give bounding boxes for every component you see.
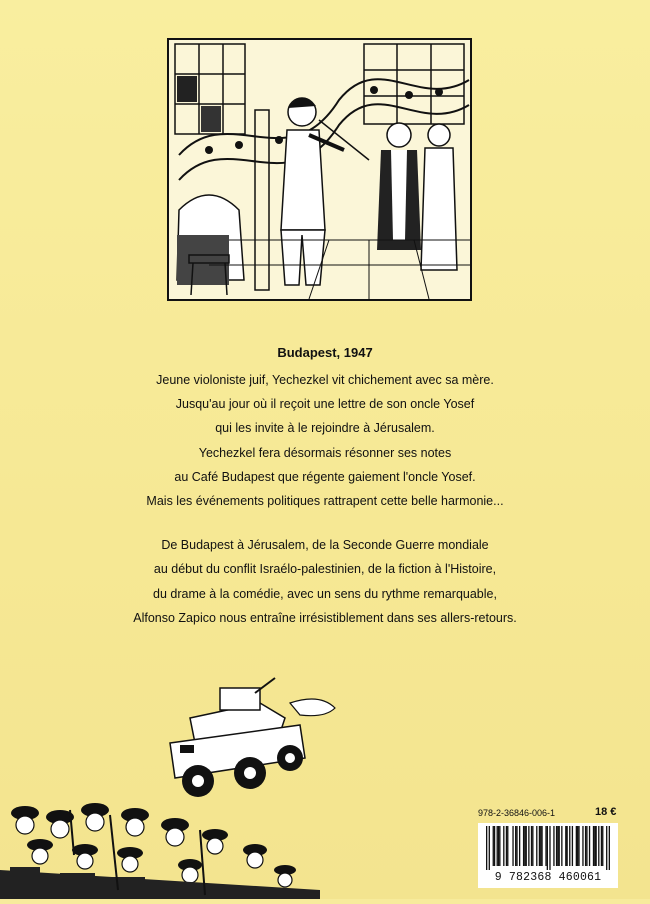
barcode-bar bbox=[512, 826, 513, 866]
barcode-bar bbox=[519, 826, 520, 866]
blurb-title: Budapest, 1947 bbox=[277, 345, 373, 360]
barcode-bar bbox=[523, 826, 524, 866]
barcode-bar bbox=[526, 826, 527, 866]
barcode-bar bbox=[545, 826, 546, 866]
blurb-line: du drame à la comédie, avec un sens du rythme remarquable, bbox=[153, 586, 497, 601]
barcode-bar bbox=[531, 826, 532, 866]
barcode-bar bbox=[516, 826, 517, 866]
barcode-bar bbox=[494, 826, 495, 866]
barcode-bar bbox=[528, 826, 529, 866]
blurb-line: au Café Budapest que régente gaiement l'oncle Yosef. bbox=[174, 469, 476, 484]
barcode-bar bbox=[503, 826, 504, 866]
barcode-bar bbox=[557, 826, 558, 866]
blurb-line: au début du conflit Israélo-palestinien, de la fiction à l'Histoire, bbox=[153, 562, 497, 577]
barcode-bar bbox=[561, 826, 562, 866]
blurb-line: Mais les événements politiques rattrapent cette belle harmonie... bbox=[146, 494, 504, 509]
barcode-bar bbox=[569, 826, 570, 866]
soldiers-illustration bbox=[0, 795, 320, 899]
barcode bbox=[478, 823, 618, 888]
barcode-bar bbox=[515, 826, 516, 866]
barcode-bar bbox=[499, 826, 500, 866]
barcode-bar bbox=[601, 826, 602, 866]
barcode-bar bbox=[540, 826, 541, 866]
barcode-bar bbox=[536, 826, 537, 866]
tank-illustration bbox=[150, 663, 340, 803]
barcode-bar bbox=[598, 826, 599, 866]
barcode-bar bbox=[565, 826, 566, 866]
barcode-bar bbox=[532, 826, 533, 866]
blurb-line: Jusqu'au jour où il reçoit une lettre de son oncle Yosef bbox=[175, 397, 475, 412]
barcode-bar bbox=[506, 826, 507, 866]
blurb-line: qui les invite à le rejoindre à Jérusalem. bbox=[215, 421, 435, 436]
barcode-bar bbox=[498, 826, 499, 866]
barcode-bar bbox=[549, 826, 550, 870]
barcode-bar bbox=[556, 826, 557, 866]
barcode-bar bbox=[578, 826, 579, 866]
barcode-bar bbox=[553, 826, 554, 866]
blurb-line: Jeune violoniste juif, Yechezkel vit chichement avec sa mère. bbox=[156, 373, 494, 387]
barcode-bar bbox=[547, 826, 548, 870]
barcode-bar bbox=[493, 826, 494, 866]
blurb-paragraph-2 bbox=[0, 533, 650, 630]
barcode-bar bbox=[595, 826, 596, 866]
barcode-bar bbox=[589, 826, 590, 866]
cafe-violinist-illustration bbox=[167, 38, 472, 301]
barcode-bar bbox=[602, 826, 603, 866]
barcode-bars bbox=[486, 826, 610, 870]
barcode-bar bbox=[582, 826, 583, 866]
barcode-bar bbox=[507, 826, 508, 866]
barcode-bar bbox=[577, 826, 578, 866]
blurb-paragraph-1 bbox=[0, 368, 650, 513]
barcode-bar bbox=[606, 826, 607, 870]
barcode-bar bbox=[609, 826, 610, 870]
price: 18 € bbox=[595, 806, 617, 818]
isbn-number: 978-2-36846-006-1 bbox=[478, 808, 556, 818]
barcode-bar bbox=[541, 826, 542, 866]
blurb-line: Yechezkel fera désormais résonner ses notes bbox=[198, 445, 452, 460]
barcode-bar bbox=[593, 826, 594, 866]
barcode-bar bbox=[572, 826, 573, 866]
barcode-bar bbox=[539, 826, 540, 866]
barcode-bar bbox=[489, 826, 490, 870]
barcode-bar bbox=[585, 826, 586, 866]
barcode-bar bbox=[486, 826, 487, 870]
barcode-bar bbox=[586, 826, 587, 866]
barcode-bar bbox=[497, 826, 498, 866]
barcode-bar bbox=[559, 826, 560, 866]
barcode-bar bbox=[576, 826, 577, 866]
blurb-line: De Budapest à Jérusalem, de la Seconde Guerre mondiale bbox=[161, 538, 489, 553]
back-cover-blurb bbox=[0, 345, 650, 630]
barcode-bar bbox=[594, 826, 595, 866]
barcode-bar bbox=[566, 826, 567, 866]
blurb-line: Alfonso Zapico nous entraîne irrésistiblement dans ses allers-retours. bbox=[133, 610, 517, 625]
barcode-bar bbox=[524, 826, 525, 866]
barcode-digits: 9 782368 460061 bbox=[494, 871, 602, 884]
